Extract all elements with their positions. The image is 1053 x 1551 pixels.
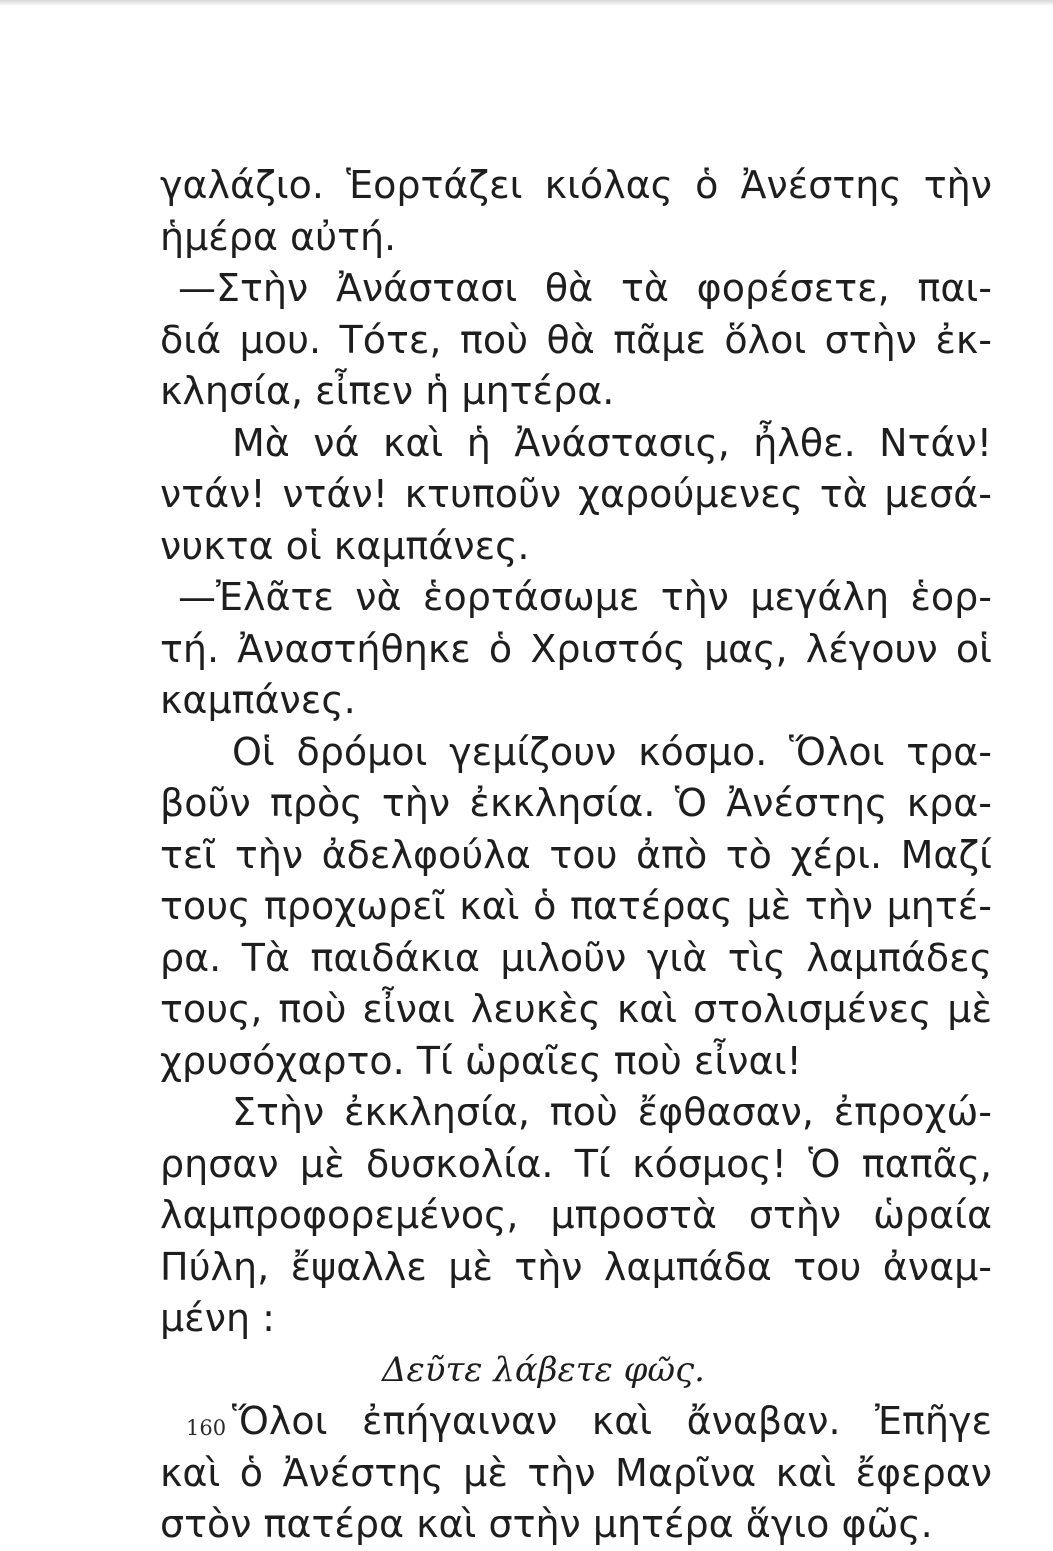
text-line: Πύλη, ἔψαλλε μὲ τὴν λαμπάδα του ἀναμ-: [160, 1244, 992, 1289]
text-line: Ὅλοι ἐπήγαιναν καὶ ἄναβαν. Ἐπῆγε: [232, 1399, 992, 1443]
text-line: —Ἐλᾶτε νὰ ἑορτάσωμε τὴν μεγάλη ἑορ-: [178, 575, 992, 619]
page-top-edge: [0, 0, 1053, 6]
text-line: —Στὴν Ἀνάστασι θὰ τὰ φορέσετε, παι-: [178, 266, 992, 310]
verse-line: Δεῦτε λάβετε φῶς.: [382, 1349, 705, 1390]
text-line: νυκτα οἱ καμπάνες.: [160, 523, 530, 568]
text-line: βοῦν πρὸς τὴν ἐκκλησία. Ὁ Ἀνέστης κρα-: [160, 781, 992, 825]
text-line: Στὴν ἐκκλησία, ποὺ ἔφθασαν, ἐπροχώ-: [232, 1090, 992, 1134]
text-line: ντάν! ντάν! κτυποῦν χαρούμενες τὰ μεσά-: [160, 472, 992, 516]
text-line: τεῖ τὴν ἀδελφούλα του ἀπὸ τὸ χέρι. Μαζί: [160, 832, 992, 877]
text-line: ἡμέρα αὐτή.: [160, 214, 397, 259]
text-line: τους, ποὺ εἶναι λευκὲς καὶ στολισμένες μὲ: [160, 987, 992, 1031]
text-line: διά μου. Τότε, ποὺ θὰ πᾶμε ὅλοι στὴν ἐκ-: [160, 317, 992, 362]
text-line: μένη :: [160, 1296, 275, 1340]
text-line: Οἱ δρόμοι γεμίζουν κόσμο. Ὅλοι τρα-: [232, 729, 992, 774]
text-line: καμπάνες.: [160, 678, 356, 722]
text-line: τους προχωρεῖ καὶ ὁ πατέρας μὲ τὴν μητέ-: [160, 884, 992, 928]
text-line: Μὰ νά καὶ ἡ Ἀνάστασις, ἦλθε. Ντάν!: [232, 420, 992, 465]
text-line: στὸν πατέρα καὶ στὴν μητέρα ἅγιο φῶς.: [160, 1502, 933, 1546]
text-line: χρυσόχαρτο. Τί ὡραῖες ποὺ εἶναι!: [160, 1038, 802, 1083]
text-line: γαλάζιο. Ἑορτάζει κιόλας ὁ Ἀνέστης τὴν: [160, 163, 992, 207]
text-line: τή. Ἀναστήθηκε ὁ Χριστός μας, λέγουν οἱ: [160, 626, 992, 671]
text-line: καὶ ὁ Ἀνέστης μὲ τὴν Μαρῖνα καὶ ἔφεραν: [160, 1450, 992, 1495]
body-text: [160, 160, 992, 1551]
text-line: ρησαν μὲ δυσκολία. Τί κόσμος! Ὁ παπᾶς,: [160, 1141, 992, 1186]
page-number: 160: [186, 1416, 227, 1440]
text-line: ρα. Τὰ παιδάκια μιλοῦν γιὰ τὶς λαμπάδες: [160, 935, 992, 980]
text-line: λαμπροφορεμένος, μπροστὰ στὴν ὡραία: [160, 1193, 992, 1237]
text-line: κλησία, εἶπεν ἡ μητέρα.: [160, 369, 615, 413]
